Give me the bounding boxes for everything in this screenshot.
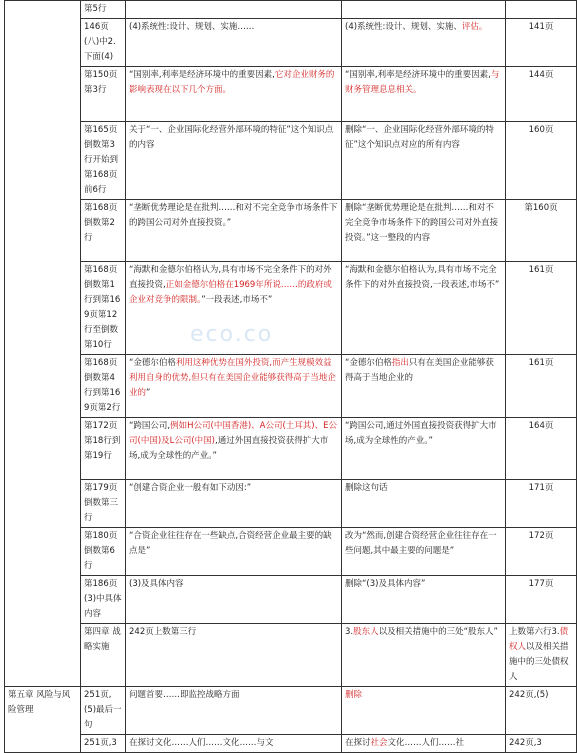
modified-cell: 在探讨社会文化……人们……社 <box>342 735 506 753</box>
modified-cell: “海默和金德尔伯格认为,具有市场不完全条件下的对外直接投资,一段表述,市场不” <box>342 262 506 355</box>
location-cell: 第168页倒数第4行到第169页第2行 <box>81 355 126 418</box>
original-cell: 3.股东人以及相关措施中的三处“股东人” <box>342 624 506 687</box>
page-cell <box>506 1 577 19</box>
location-cell: 第186页(3)中具体内容 <box>81 576 126 624</box>
table-row <box>5 355 577 418</box>
original-cell: “合资企业往往存在一些缺点,合资经营企业最主要的缺点是” <box>126 528 342 576</box>
table-row <box>5 122 577 200</box>
modified-cell: 删除这句话 <box>342 480 506 528</box>
location-cell: 第179页倒数第三行 <box>81 480 126 528</box>
original-cell: 关于“一、企业国际化经营外部环境的特征”这个知识点的内容 <box>126 122 342 200</box>
location-cell: 第180页倒数第6行 <box>81 528 126 576</box>
table-row <box>5 624 577 687</box>
page-cell: 160页 <box>506 122 577 200</box>
location-cell: 第165页倒数第3行开始到第168页前6行 <box>81 122 126 200</box>
table-row <box>5 418 577 480</box>
original-cell: (3)及具体内容 <box>126 576 342 624</box>
page-cell: 161页 <box>506 355 577 418</box>
original-cell: “垄断优势理论是在批判……和对不完全竞争市场条件下的跨国公司对外直接投资。” <box>126 200 342 262</box>
page-cell: 172页 <box>506 528 577 576</box>
chapter-cell: 第五章 风险与风险管理 <box>5 687 81 753</box>
original-cell: “金德尔伯格利用这种优势在国外投资,而产生规模效益利用自身的优势,但只有在美国企业能够获得高于当地企业的” <box>126 355 342 418</box>
modified-cell: 删除“(3)及具体内容” <box>342 576 506 624</box>
table-row <box>5 262 577 355</box>
location-cell: 第5行 <box>81 1 126 19</box>
modified-cell: 删除“一、企业国际化经营外部环境的特征”这个知识点对应的所有内容 <box>342 122 506 200</box>
modified-cell: 改为“然而,创建合资经营企业往往存在一些问题,其中最主要的问题是” <box>342 528 506 576</box>
page-cell: 171页 <box>506 480 577 528</box>
original-cell: “海默和金德尔伯格认为,具有市场不完全条件下的对外直接投资,正如金德尔伯格在1969年所说……的政府或企业对竞争的限制。”一段表述,市场不” <box>126 262 342 355</box>
modified-cell: (4)系统性:设计、规划、实施、评估。 <box>342 19 506 67</box>
location-cell: 第168页倒数第2行 <box>81 200 126 262</box>
chapter-cell <box>5 1 81 687</box>
table-row <box>5 19 577 67</box>
modified-cell: “跨国公司,通过外国直接投资获得扩大市场,成为全球性的产业。” <box>342 418 506 480</box>
page-cell: 第160页 <box>506 200 577 262</box>
page-cell: 177页 <box>506 576 577 624</box>
modified-cell: 上数第六行3.债权人以及相关措施中的三处债权人 <box>506 624 577 687</box>
location-cell: 第168页倒数第1行到第169页第12行至倒数第10行 <box>81 262 126 355</box>
table-row <box>5 67 577 122</box>
location-cell: 146页(八)中2.下面(4) <box>81 19 126 67</box>
page-cell: 242页,(5) <box>506 687 577 735</box>
errata-table <box>4 0 577 753</box>
location-cell: 242页上数第三行 <box>126 624 342 687</box>
page-cell: 164页 <box>506 418 577 480</box>
table-row <box>5 687 577 735</box>
table-row <box>5 1 577 19</box>
modified-cell: 删除“垄断优势理论是在批判……和对不完全竞争市场条件下的跨国公司对外直接投资。”这一整段的内容 <box>342 200 506 262</box>
table-row <box>5 200 577 262</box>
modified-cell: 删除 <box>342 687 506 735</box>
original-cell <box>126 1 342 19</box>
location-cell: 第150页第3行 <box>81 67 126 122</box>
page-cell: 141页 <box>506 19 577 67</box>
page-cell: 144页 <box>506 67 577 122</box>
chapter-cell: 第四章 战略实施 <box>81 624 126 687</box>
table-row <box>5 735 577 753</box>
watermark: eco.co <box>190 322 274 347</box>
original-cell: “跨国公司,例如H公司(中国香港)、A公司(土耳其)、E公司(中国)及L公司(中国),通过外国直接投资获得扩大市场,成为全球性的产业。” <box>126 418 342 480</box>
table-row <box>5 576 577 624</box>
page-cell: 161页 <box>506 262 577 355</box>
table-row <box>5 528 577 576</box>
original-cell: (4)系统性:设计、规划、实施…… <box>126 19 342 67</box>
modified-cell <box>342 1 506 19</box>
location-cell: 251页,(5)最后一句 <box>81 687 126 735</box>
location-cell: 251页,3 <box>81 735 126 753</box>
original-cell: 在探讨文化……人们……文化……与文 <box>126 735 342 753</box>
location-cell: 第172页第18行到第19行 <box>81 418 126 480</box>
modified-cell: “金德尔伯格指出只有在美国企业能够获得高于当地企业的 <box>342 355 506 418</box>
table-row <box>5 480 577 528</box>
modified-cell: “国别率,利率是经济环境中的重要因素,与财务管理息息相关。 <box>342 67 506 122</box>
original-cell: “国别率,利率是经济环境中的重要因素,它对企业财务的影响表现在以下几个方面。 <box>126 67 342 122</box>
page-cell: 242页,3 <box>506 735 577 753</box>
original-cell: 问题首要……即监控战略方面 <box>126 687 342 735</box>
original-cell: “创建合资企业一般有如下动因:” <box>126 480 342 528</box>
